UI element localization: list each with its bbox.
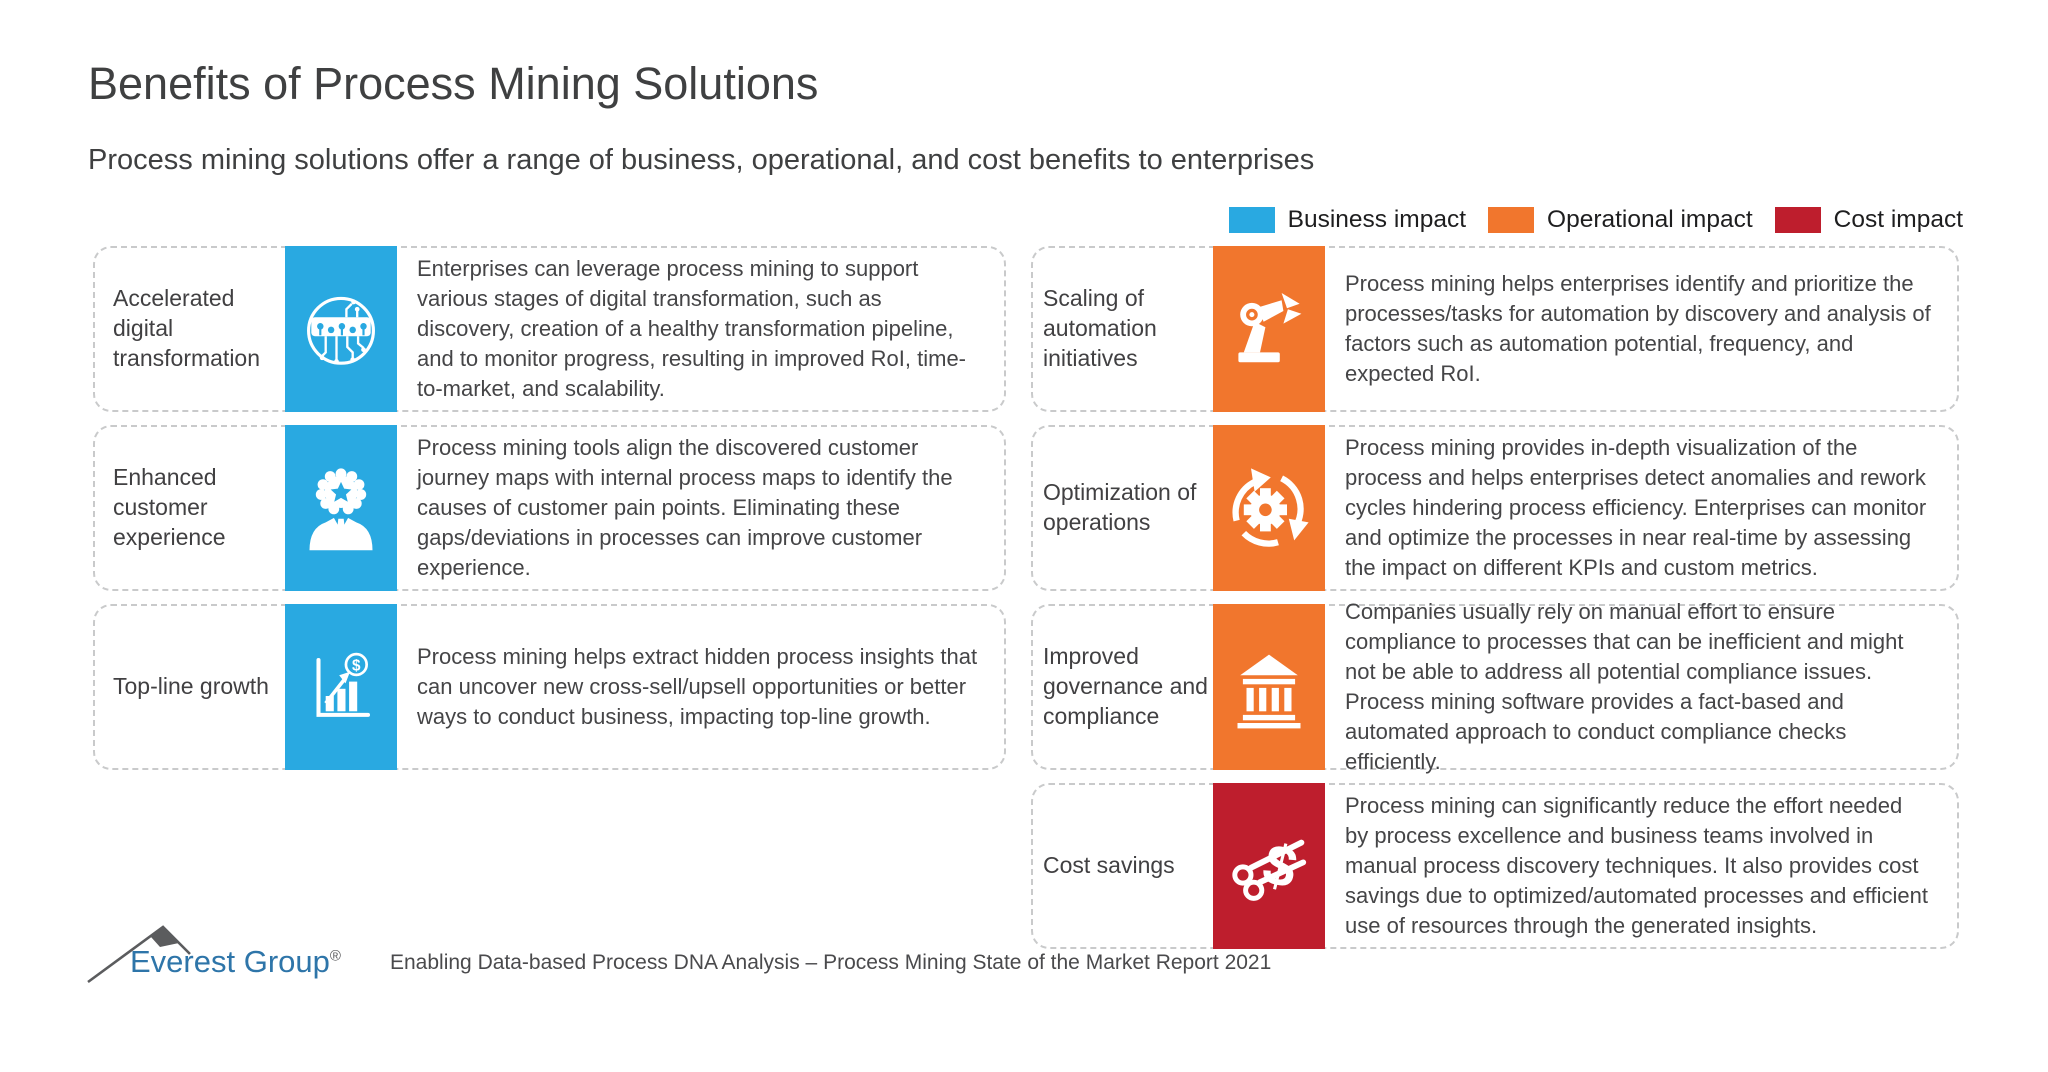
benefit-card <box>93 604 1006 770</box>
page-subtitle: Process mining solutions offer a range of business, operational, and cost benefits to enterprises <box>88 144 1315 176</box>
benefits-column-right <box>1031 246 1959 949</box>
legend-label: Cost impact <box>1833 206 1963 233</box>
bank-icon <box>1213 604 1325 770</box>
benefit-description: Process mining can significantly reduce the effort needed by process excellence and business teams involved in manual process discovery techniques. It also provides cost savings due to optimized/automated processes and efficient use of resources through the generated insights. <box>1345 793 1928 938</box>
legend-item-operational <box>1488 206 1753 234</box>
svg-text:$: $ <box>1256 831 1304 902</box>
benefit-label: Accelerated digital transformation <box>113 285 261 371</box>
robot-arm-icon <box>1213 246 1325 412</box>
benefit-card <box>93 246 1006 412</box>
legend-item-cost <box>1775 206 1963 234</box>
impact-legend <box>1229 206 1963 234</box>
benefits-column-left <box>93 246 1006 949</box>
legend-label: Operational impact <box>1547 206 1753 233</box>
benefit-label: Improved governance and compliance <box>1043 643 1208 729</box>
circuit-board-icon <box>285 246 397 412</box>
legend-label: Business impact <box>1287 206 1467 233</box>
benefit-label: Optimization of operations <box>1043 479 1197 535</box>
benefit-description: Process mining tools align the discovered customer journey maps with internal process maps to identify the causes of customer pain points. Eliminating these gaps/deviations in processes can improve customer experience. <box>417 435 953 580</box>
source-citation: Enabling Data-based Process DNA Analysis – Process Mining State of the Market Report 2021 <box>390 951 1272 974</box>
page-title: Benefits of Process Mining Solutions <box>88 58 819 109</box>
everest-group-wordmark: Everest Group® <box>130 944 341 979</box>
benefit-card <box>1031 425 1959 591</box>
benefit-description: Companies usually rely on manual effort to ensure compliance to processes that can be inefficient and might not be able to address all potential compliance issues. Process mining software provides a fact-based and automated approach to conduct compliance checks efficiently. <box>1345 599 1904 774</box>
benefit-label: Top-line growth <box>113 673 269 700</box>
benefit-label: Scaling of automation initiatives <box>1043 285 1157 371</box>
benefit-description: Process mining helps enterprises identify and prioritize the processes/tasks for automation by discovery and analysis of factors such as automation potential, frequency, and expected RoI. <box>1345 271 1931 386</box>
benefit-description: Process mining provides in-depth visualization of the process and helps enterprises detect anomalies and rework cycles hindering process efficiency. Enterprises can monitor and optimize the processes in near real-time by assessing the impact on different KPIs and custom metrics. <box>1345 435 1927 580</box>
benefit-card <box>93 425 1006 591</box>
growth-chart-icon <box>285 604 397 770</box>
slide-footer <box>86 916 1271 986</box>
svg-text:$: $ <box>352 657 361 675</box>
customer-badge-icon <box>285 425 397 591</box>
everest-group-logo <box>86 916 386 986</box>
benefit-label: Cost savings <box>1043 852 1175 879</box>
benefit-description: Process mining helps extract hidden process insights that can uncover new cross-sell/upsell opportunities or better ways to conduct business, impacting top-line growth. <box>417 644 978 729</box>
benefit-label: Enhanced customer experience <box>113 464 226 550</box>
cost-impact-swatch <box>1775 207 1821 233</box>
registered-mark: ® <box>329 947 341 965</box>
benefit-description: Enterprises can leverage process mining to support various stages of digital transformation, such as discovery, creation of a healthy transformation pipeline, and to monitor progress, resulting in improved RoI, time-to-market, and scalability. <box>417 256 967 401</box>
benefit-card <box>1031 246 1959 412</box>
business-impact-swatch <box>1229 207 1275 233</box>
benefit-card <box>1031 599 1959 774</box>
operational-impact-swatch <box>1488 207 1534 233</box>
legend-item-business <box>1229 206 1466 234</box>
gear-cycle-icon <box>1213 425 1325 591</box>
benefit-cards-grid <box>93 246 1959 949</box>
